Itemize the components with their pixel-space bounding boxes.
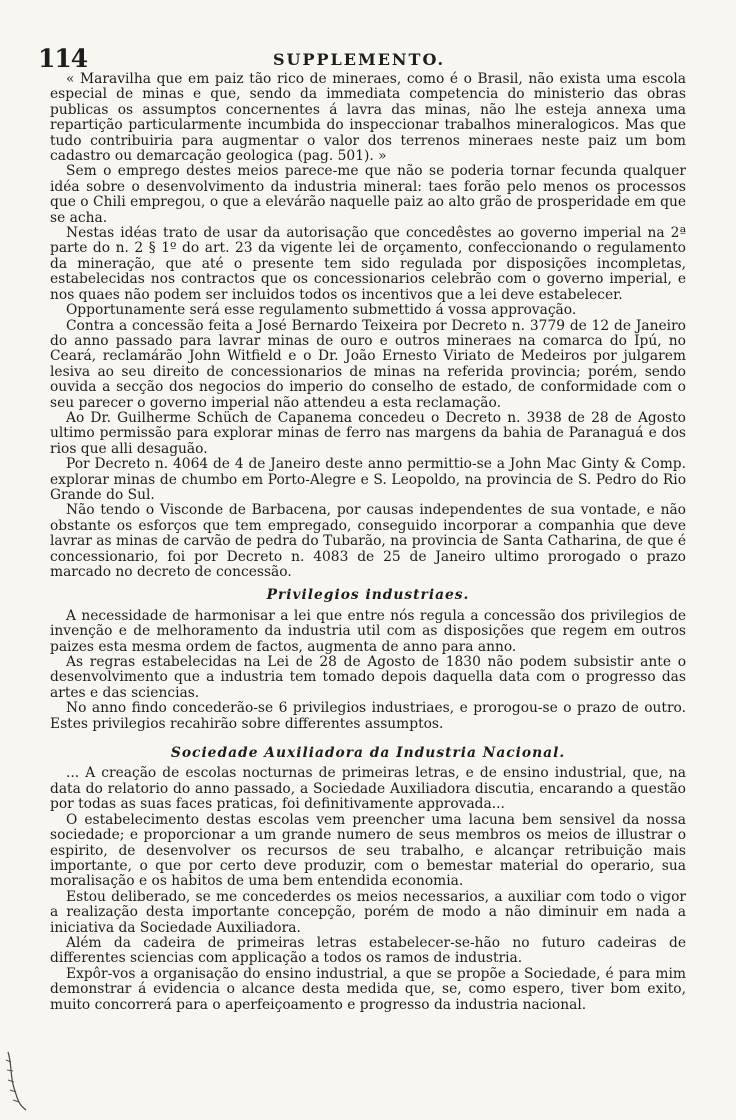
paragraph: Expôr-vos a organisação do ensino industrial, a que se propõe a Sociedade, é para mim demonstrar á evidencia o alcance desta medida que, se, como espero, tiver bom exito, muito concorrerá para o aperfeiçoamento e progresso da industria nacional. <box>50 965 686 1013</box>
paragraph: Estou deliberado, se me concederdes os meios necessarios, a auxiliar com todo o vigor a realização desta importante concepção, porém de modo a não diminuir em nada a iniciativa da Sociedade Auxiliadora. <box>50 888 686 936</box>
page-header <box>38 44 680 74</box>
paragraph: « Maravilha que em paiz tão rico de mineraes, como é o Brasil, não exista uma escola especial de minas e que, sendo da immediata competencia do ministerio das obras publicas os assumptos concernentes á lavra das minas, não lhe esteja annexa uma repartição particularmente incumbida do inspeccionar trabalhos mineralogicos. Mas que tudo contribuiria para augmentar o valor dos terrenos mineraes neste paiz um bom cadastro ou demarcação geologica (pag. 501). » <box>50 71 686 165</box>
paragraph: ... A creação de escolas nocturnas de primeiras letras, e de ensino industrial, que, na data do relatorio do anno passado, a Sociedade Auxiliadora discutia, encarando a questão por todas as suas faces praticas, foi definitivamente approvada... <box>50 765 686 813</box>
paragraph: Além da cadeira de primeiras letras estabelecer-se-hão no futuro cadeiras de differentes sciencias com applicação a todos os ramos de industria. <box>50 934 686 967</box>
paragraph: Nestas idéas trato de usar da autorisação que concedêstes ao governo imperial na 2ª parte do n. 2 § 1º do art. 23 da vigente lei de orçamento, confeccionando o regulamento da mineração, que até o presente tem sido regulada por disposições incompletas, estabelecidas nos contractos que os concessionarios celebrão com o governo imperial, e nos quaes não podem ser incluidos todos os incentivos que a lei deve estabelecer. <box>50 225 686 303</box>
paragraph: Contra a concessão feita a José Bernardo Teixeira por Decreto n. 3779 de 12 de Janeiro do anno passado para lavrar minas de ouro e outros mineraes na comarca do Ipú, no Ceará, reclamárão John Witfield e o Dr. João Ernesto Viriato de Medeiros por julgarem lesiva ao seu direito de concessionarios de minas na referida provincia; porém, sendo ouvida a secção dos negocios do imperio do conselho de estado, de conformidade com o seu parecer o governo imperial não attendeu a esta reclamação. <box>50 317 686 411</box>
paragraph: Sem o emprego destes meios parece-me que não se poderia tornar fecunda qualquer idéa sobre o desenvolvimento da industria mineral: taes forão pelo menos os processos que o Chili empregou, o que a elevárão naquelle paiz ao alto grão de prosperidade em que se acha. <box>50 163 686 226</box>
paragraph: O estabelecimento destas escolas vem preencher uma lacuna bem sensivel da nossa sociedade; e proporcionar a um grande numero de seus membros os meios de illustrar o espirito, de desenvolver os recursos de seu trabalho, e alcançar retribuição mais importante, o que por certo deve produzir, com o bemestar material do operario, sua moralisação e os habitos de uma bem entendida economia. <box>50 811 686 890</box>
paragraph: Ao Dr. Guilherme Schüch de Capanema concedeu o Decreto n. 3938 de 28 de Agosto ultimo permissão para explorar minas de ferro nas margens da bahia de Paranaguá e dos rios que alli desaguão. <box>50 409 686 457</box>
page-number: 114 <box>38 44 88 73</box>
margin-scribble-mark <box>4 1050 32 1112</box>
running-head: SUPPLEMENTO. <box>272 50 446 69</box>
section-heading-privilegios: Privilegios industriaes. <box>266 587 470 604</box>
section-heading-sociedade: Sociedade Auxiliadora da Industria Nacional. <box>170 745 566 762</box>
paragraph: Por Decreto n. 4064 de 4 de Janeiro deste anno permittio-se a John Mac Ginty & Comp. explorar minas de chumbo em Porto-Alegre e S. Leopoldo, na provincia de S. Pedro do Rio Grande do Sul. <box>50 456 686 503</box>
paragraph: Não tendo o Visconde de Barbacena, por causas independentes de sua vontade, e não obstante os esforços que tem empregado, conseguido incorporar a companhia que deve lavrar as minas de carvão de pedra do Tubarão, na provincia de Santa Catharina, de que é concessionario, foi por Decreto n. 4083 de 25 de Janeiro ultimo prorogado o prazo marcado no decreto de concessão. <box>50 502 686 580</box>
paragraph: As regras estabelecidas na Lei de 28 de Agosto de 1830 não podem subsistir ante o desenvolvimento que a industria tem tomado depois daquella data com o progresso das artes e das sciencias. <box>50 654 686 701</box>
paragraph: No anno findo concederão-se 6 privilegios industriaes, e prorogou-se o prazo de outro. Estes privilegios recahirão sobre differentes assumptos. <box>50 700 686 732</box>
paragraph: A necessidade de harmonisar a lei que entre nós regula a concessão dos privilegios de invenção e de melhoramento da industria util com as disposições que regem em outros paizes esta mesma ordem de factos, augmenta de anno para anno. <box>50 607 686 655</box>
paragraph: Opportunamente será esse regulamento submettido á vossa approvação. <box>66 302 577 319</box>
page-body <box>50 72 686 1013</box>
